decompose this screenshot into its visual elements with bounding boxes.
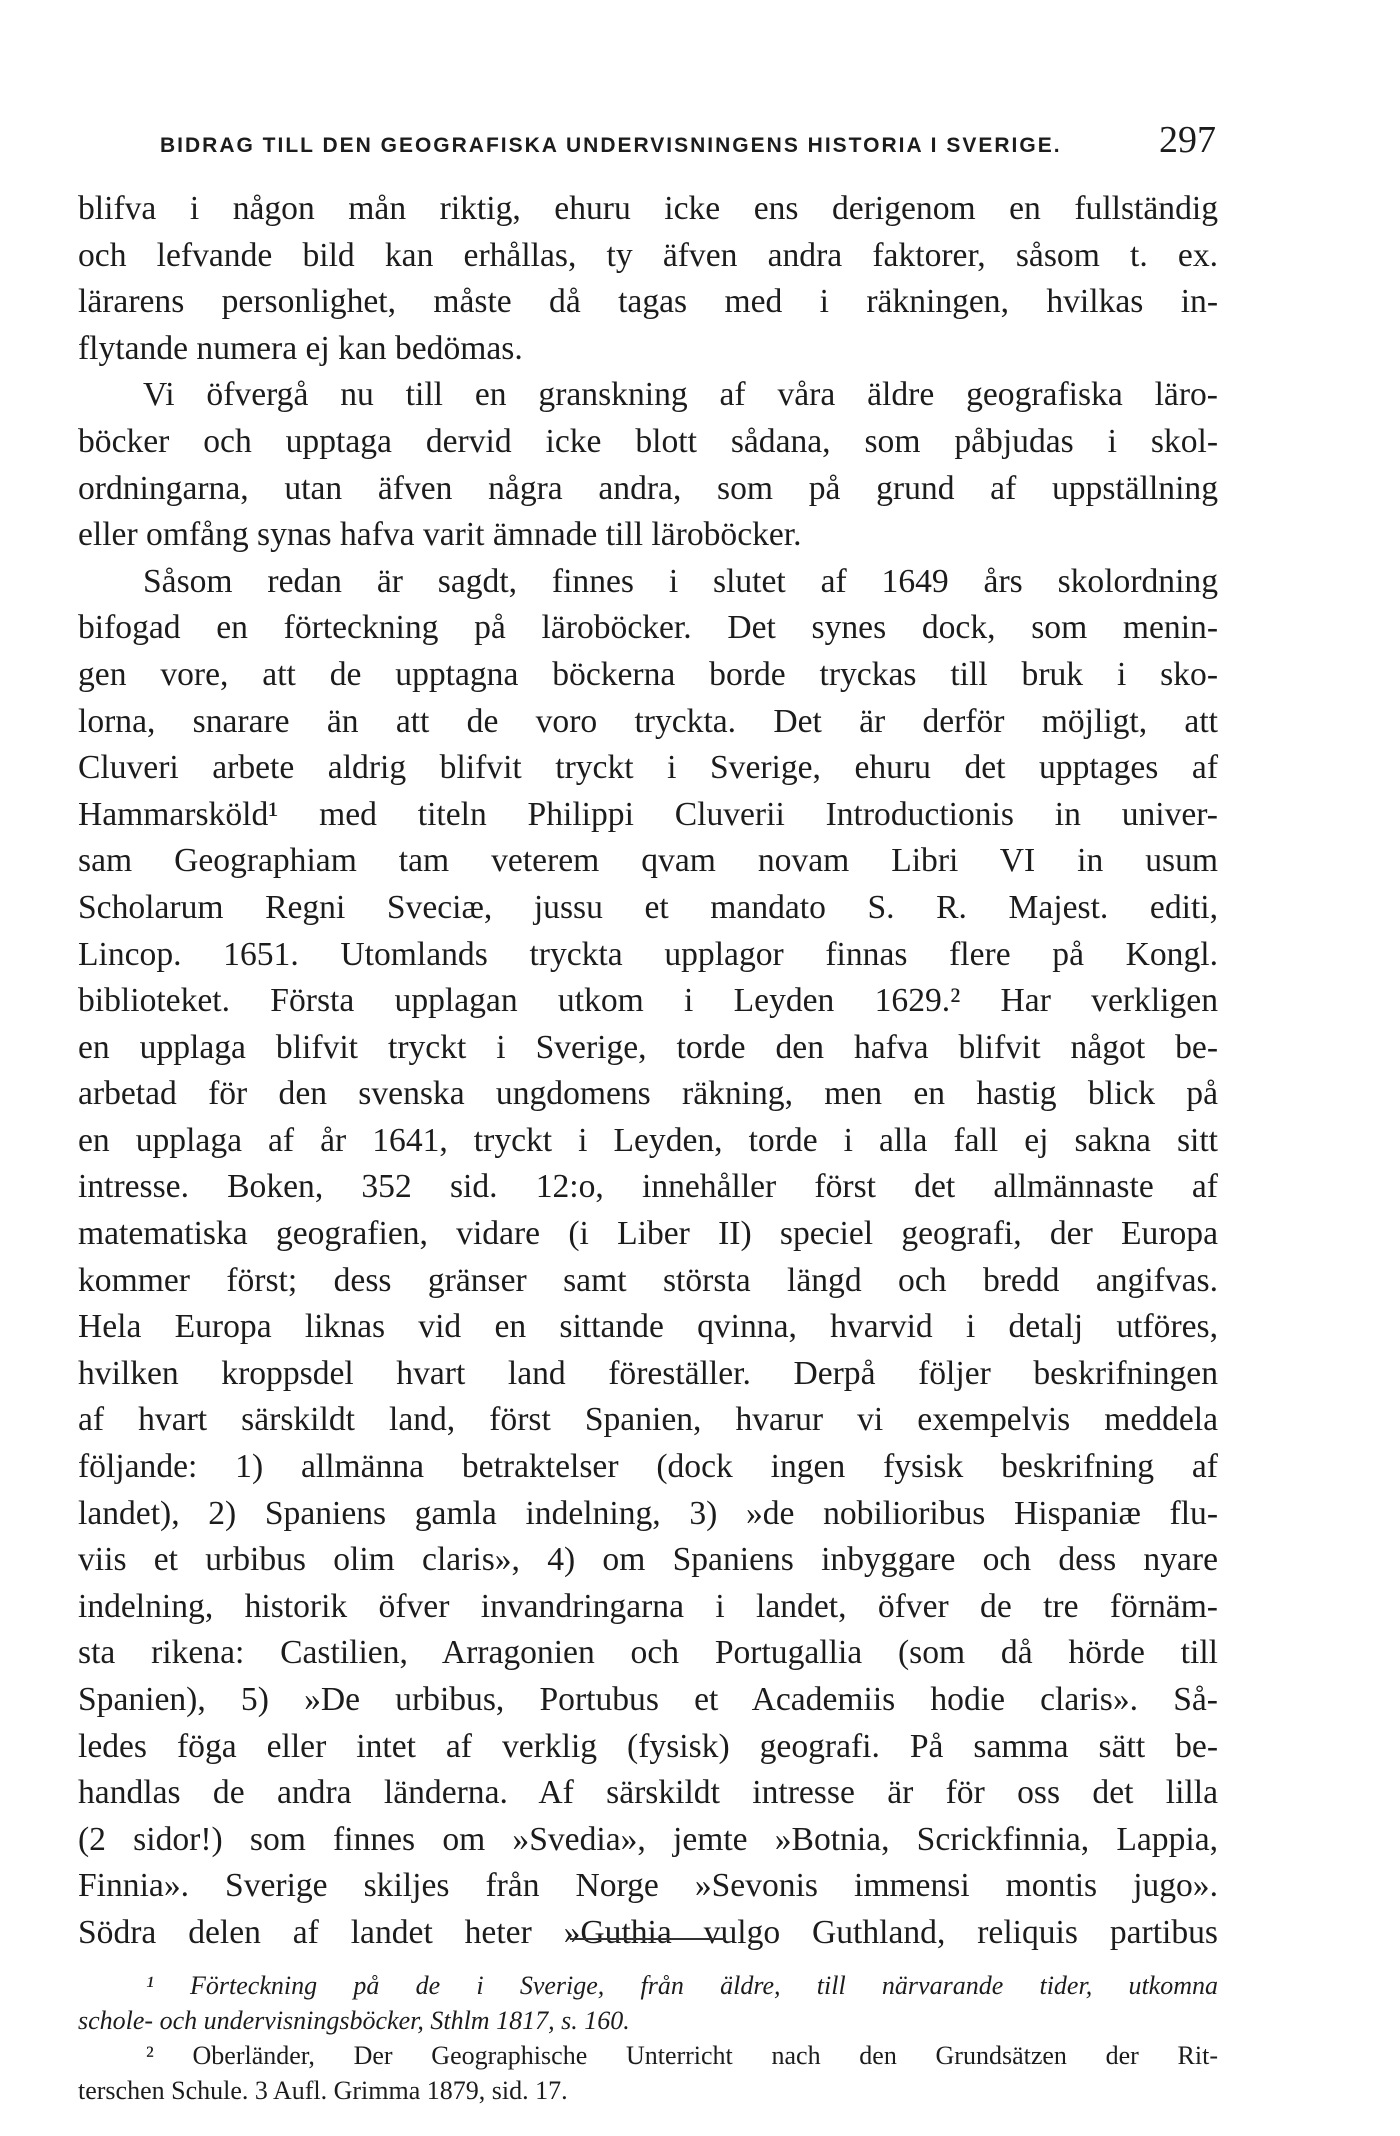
text-line: ordningarna, utan äfven några andra, som på grund af uppställning <box>78 469 1218 507</box>
footnote-rule <box>570 1938 726 1940</box>
footnote-line: ¹ Förteckning på de i Sverige, från äldre, till närvarande tider, utkomna <box>146 1971 1218 2000</box>
text-line: och lefvande bild kan erhållas, ty äfven andra faktorer, såsom t. ex. <box>78 236 1218 274</box>
text-line: Finnia». Sverige skiljes från Norge »Sevonis immensi montis jugo». <box>78 1867 1218 1905</box>
text-line: kommer först; dess gränser samt största längd och bredd angifvas. <box>78 1261 1218 1299</box>
text-line: handlas de andra länderna. Af särskildt intresse är för oss det lilla <box>78 1774 1218 1812</box>
text-line: flytande numera ej kan bedömas. <box>78 329 523 367</box>
body-text <box>78 186 1218 1957</box>
text-line: gen vore, att de upptagna böckerna borde tryckas till bruk i sko- <box>78 655 1218 693</box>
text-line: matematiska geografien, vidare (i Liber II) speciel geografi, der Europa <box>78 1215 1218 1253</box>
text-line: af hvart särskildt land, först Spanien, hvarur vi exempelvis meddela <box>78 1401 1218 1439</box>
footnote-line: schole- och undervisningsböcker, Sthlm 1817, s. 160. <box>78 2006 630 2035</box>
text-line: eller omfång synas hafva varit ämnade till läroböcker. <box>78 516 802 554</box>
text-line: blifva i någon mån riktig, ehuru icke ens derigenom en fullständig <box>78 190 1218 227</box>
text-line: lorna, snarare än att de voro tryckta. Det är derför möjligt, att <box>78 702 1218 740</box>
text-line: böcker och upptaga dervid icke blott sådana, som påbjudas i skol- <box>78 422 1218 460</box>
text-line: Hela Europa liknas vid en sittande qvinna, hvarvid i detalj utföres, <box>78 1308 1218 1346</box>
text-line: Såsom redan är sagdt, finnes i slutet af 1649 års skolordning <box>143 562 1218 600</box>
text-line: viis et urbibus olim claris», 4) om Spaniens inbyggare och dess nyare <box>78 1541 1218 1579</box>
page-number: 297 <box>1159 119 1216 161</box>
text-line: arbetad för den svenska ungdomens räkning, men en hastig blick på <box>78 1075 1218 1113</box>
book-page <box>78 0 1218 2136</box>
text-line: Scholarum Regni Sveciæ, jussu et mandato S. R. Majest. editi, <box>78 888 1218 926</box>
text-line: ledes föga eller intet af verklig (fysisk) geografi. På samma sätt be- <box>78 1727 1218 1765</box>
text-line: Hammarsköld¹ med titeln Philippi Cluverii Introductionis in univer- <box>78 795 1218 833</box>
text-line: en upplaga af år 1641, tryckt i Leyden, torde i alla fall ej sakna sitt <box>78 1121 1218 1159</box>
footnotes <box>78 1968 1218 2108</box>
text-line: biblioteket. Första upplagan utkom i Leyden 1629.² Har verkligen <box>78 982 1218 1020</box>
running-title: BIDRAG TILL DEN GEOGRAFISKA UNDERVISNINGENS HISTORIA I SVERIGE. <box>160 134 1062 157</box>
text-line: Cluveri arbete aldrig blifvit tryckt i Sverige, ehuru det upptages af <box>78 749 1218 787</box>
text-line: landet), 2) Spaniens gamla indelning, 3) »de nobilioribus Hispaniæ flu- <box>78 1494 1218 1532</box>
text-line: sam Geographiam tam veterem qvam novam Libri VI in usum <box>78 842 1218 880</box>
text-line: intresse. Boken, 352 sid. 12:o, innehåller först det allmännaste af <box>78 1168 1218 1206</box>
text-line: en upplaga blifvit tryckt i Sverige, torde den hafva blifvit något be- <box>78 1028 1218 1066</box>
text-line: Spanien), 5) »De urbibus, Portubus et Academiis hodie claris». Så- <box>78 1681 1218 1718</box>
text-line: Södra delen af landet heter »Guthia vulgo Guthland, reliquis partibus <box>78 1913 1218 1951</box>
footnote-line: terschen Schule. 3 Aufl. Grimma 1879, sid. 17. <box>78 2076 568 2105</box>
footnote-line: ² Oberländer, Der Geographische Unterricht nach den Grundsätzen der Rit- <box>146 2041 1218 2070</box>
text-line: (2 sidor!) som finnes om »Svedia», jemte »Botnia, Scrickfinnia, Lappia, <box>78 1820 1218 1858</box>
text-line: hvilken kroppsdel hvart land föreställer. Derpå följer beskrifningen <box>78 1354 1218 1392</box>
text-line: Lincop. 1651. Utomlands tryckta upplagor finnas flere på Kongl. <box>78 935 1218 973</box>
running-head <box>160 118 1216 162</box>
text-line: indelning, historik öfver invandringarna i landet, öfver de tre förnäm- <box>78 1587 1218 1625</box>
text-line: följande: 1) allmänna betraktelser (dock ingen fysisk beskrifning af <box>78 1448 1218 1486</box>
text-line: lärarens personlighet, måste då tagas med i räkningen, hvilkas in- <box>78 283 1218 321</box>
text-line: bifogad en förteckning på läroböcker. Det synes dock, som menin- <box>78 609 1218 647</box>
text-line: sta rikena: Castilien, Arragonien och Portugallia (som då hörde till <box>78 1634 1218 1672</box>
text-line: Vi öfvergå nu till en granskning af våra äldre geografiska läro- <box>143 376 1218 414</box>
